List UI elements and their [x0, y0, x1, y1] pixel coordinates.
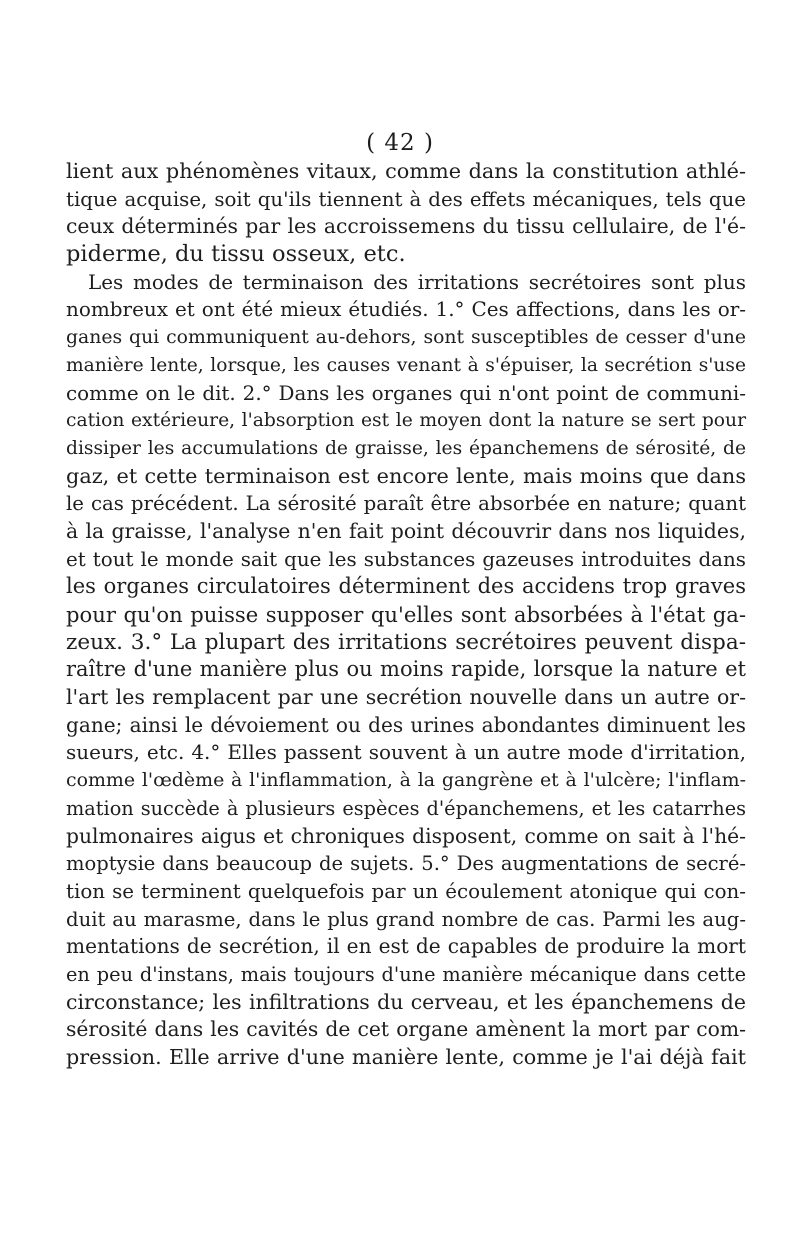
text-line: sueurs, etc. 4.° Elles passent souvent à un autre mode d'irritation,	[66, 740, 746, 765]
text-line: en peu d'instans, mais toujours d'une manière mécanique dans cette	[66, 962, 746, 986]
text-line: le cas précédent. La sérosité paraît être absorbée en nature; quant	[66, 492, 746, 516]
text-line: comme on le dit. 2.° Dans les organes qui n'ont point de communi-	[66, 381, 746, 405]
text-line: et tout le monde sait que les substances gazeuses introduites dans	[66, 547, 746, 571]
text-line: gaz, et cette terminaison est encore lente, mais moins que dans	[66, 463, 746, 488]
text-line: cation extérieure, l'absorption est le moyen dont la nature se sert pour	[66, 410, 746, 432]
page-number: ( 42 )	[366, 130, 434, 156]
text-line: ganes qui communiquent au-dehors, sont susceptibles de cesser d'une	[66, 327, 746, 349]
text-line: nombreux et ont été mieux étudiés. 1.° Ces affections, dans les or-	[66, 297, 746, 322]
text-line: manière lente, lorsque, les causes venant à s'épuiser, la secrétion s'use	[66, 354, 746, 376]
text-line: gane; ainsi le dévoiement ou des urines abondantes diminuent les	[66, 712, 746, 737]
text-line: pulmonaires aigus et chroniques disposent, comme on sait à l'hé-	[66, 823, 746, 848]
text-line: mentations de secrétion, il en est de capables de produire la mort	[66, 934, 746, 959]
text-line: pour qu'on puisse supposer qu'elles sont absorbées à l'état ga-	[66, 602, 746, 627]
text-line: l'art les remplacent par une secrétion nouvelle dans un autre or-	[66, 685, 746, 710]
text-line: dissiper les accumulations de graisse, les épanchemens de sérosité, de	[66, 437, 746, 459]
text-line: piderme, du tissu osseux, etc.	[66, 241, 406, 268]
text-line: Les modes de terminaison des irritations secrétoires sont plus	[88, 269, 746, 294]
text-line: mation succède à plusieurs espèces d'épanchemens, et les catarrhes	[66, 796, 746, 820]
text-line: comme l'œdème à l'inflammation, à la gangrène et à l'ulcère; l'inflam-	[66, 769, 746, 792]
text-line: sérosité dans les cavités de cet organe amènent la mort par com-	[66, 1017, 746, 1042]
text-line: lient aux phénomènes vitaux, comme dans la constitution athlé-	[66, 159, 746, 183]
text-line: raître d'une manière plus ou moins rapide, lorsque la nature et	[66, 657, 746, 682]
text-line: pression. Elle arrive d'une manière lente, comme je l'ai déjà fait	[66, 1045, 746, 1069]
text-line: tique acquise, soit qu'ils tiennent à des effets mécaniques, tels que	[66, 187, 746, 211]
text-line: circonstance; les infiltrations du cerveau, et les épanchemens de	[66, 989, 746, 1014]
text-line: moptysie dans beaucoup de sujets. 5.° Des augmentations de secré-	[66, 852, 746, 876]
body-text	[66, 158, 746, 1072]
text-line: zeux. 3.° La plupart des irritations secrétoires peuvent dispa-	[66, 629, 746, 655]
text-line: tion se terminent quelquefois par un écoulement atonique qui con-	[66, 879, 746, 903]
text-line: duit au marasme, dans le plus grand nombre de cas. Parmi les aug-	[66, 907, 746, 931]
text-line: les organes circulatoires déterminent des accidens trop graves	[66, 574, 746, 599]
text-line: à la graisse, l'analyse n'en fait point découvrir dans nos liquides,	[66, 518, 746, 543]
text-line: ceux déterminés par les accroissemens du tissu cellulaire, de l'é-	[66, 214, 746, 239]
